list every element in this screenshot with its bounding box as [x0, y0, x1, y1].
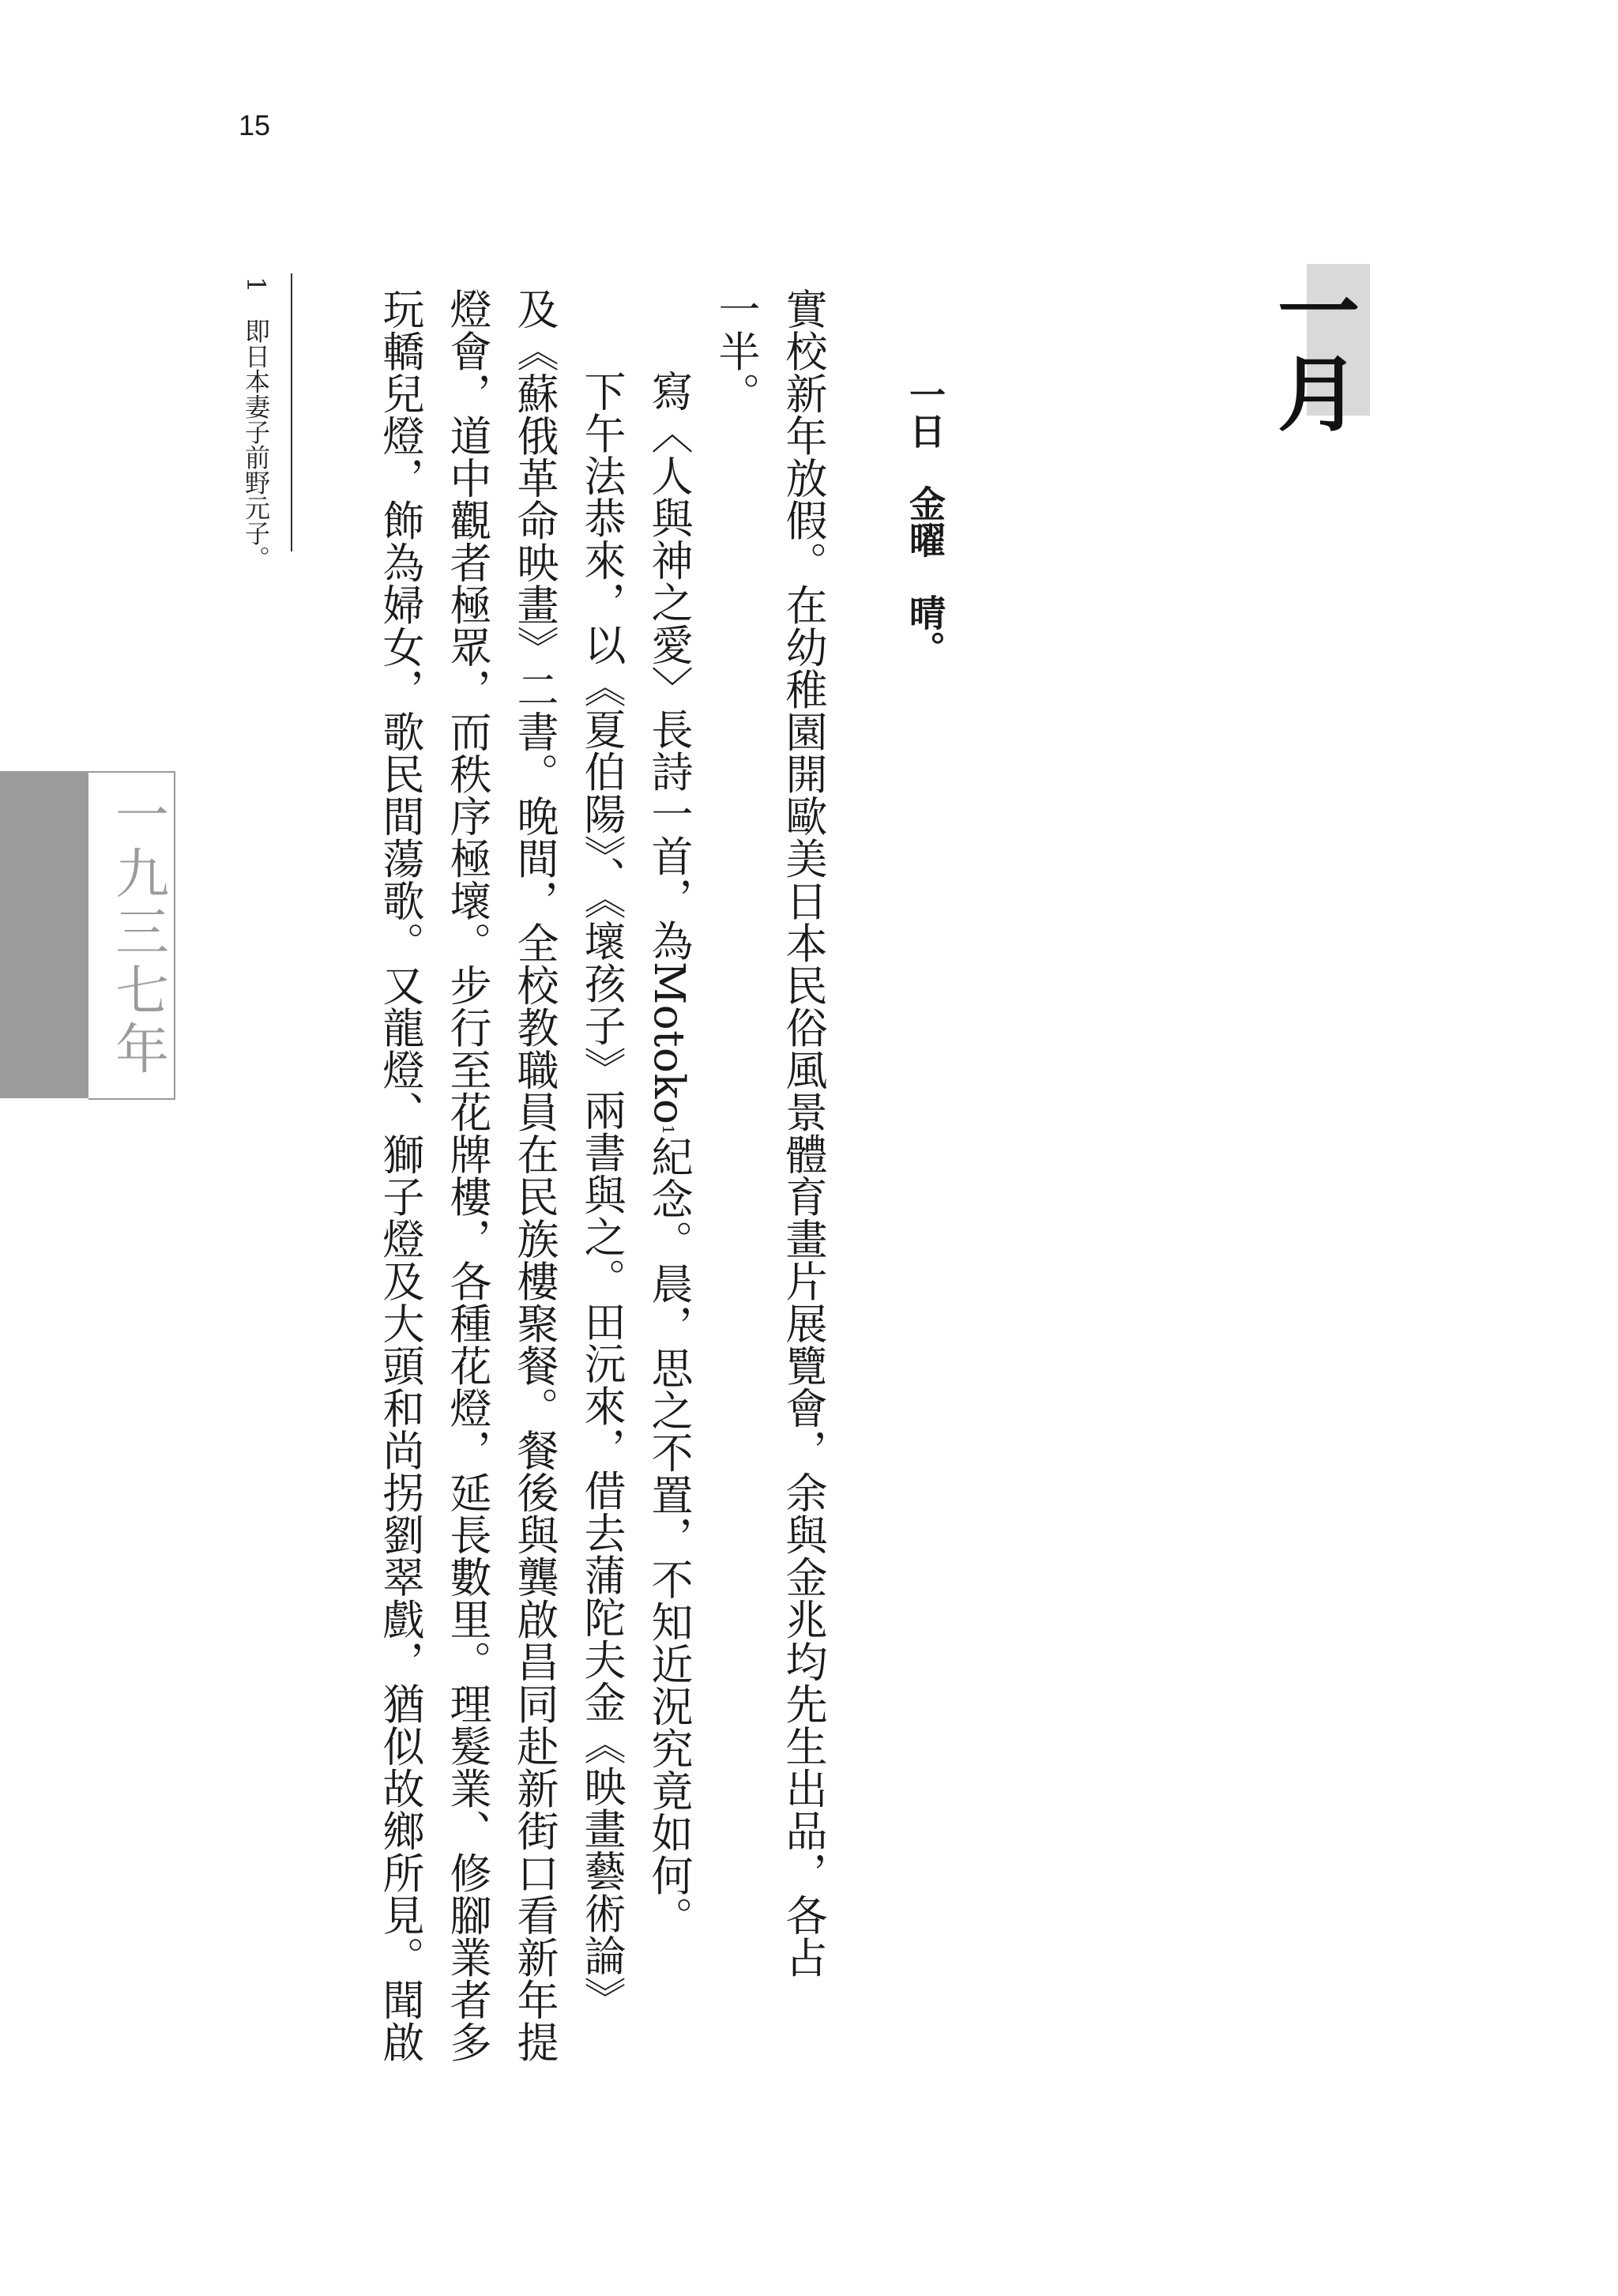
body-column-6: 燈會，道中觀者極眾，而秩序極壞。步行至花牌樓，各種花燈，延長數里。理髮業、修腳業者多	[443, 288, 491, 2063]
footnote-rule	[291, 273, 292, 551]
footnote	[243, 277, 269, 570]
entry-date-heading: 一日 金曜 晴。	[904, 376, 946, 667]
year-tab-label: 一九三七年	[106, 787, 169, 1079]
body-column-3	[645, 370, 693, 1939]
body-column-4: 下午法恭來，以《夏伯陽》、《壞孩子》兩書與之。田沅來，借去蒲陀夫金《映畫藝術論》	[578, 370, 626, 2019]
footnote-marker: 1	[659, 1124, 678, 1135]
month-title: 一月	[1263, 269, 1360, 433]
year-tab	[0, 771, 175, 1098]
body-column-2: 一半。	[712, 288, 760, 415]
body-column-3-continued: 紀念。晨，思之不置，不知近況究竟如何。	[645, 1135, 693, 1939]
body-column-1: 實校新年放假。在幼稚園開歐美日本民俗風景體育畫片展覽會，余與金兆均先生出品，各占	[779, 288, 827, 1978]
footnote-number: 1	[241, 277, 271, 293]
page-number: 15	[239, 109, 271, 141]
year-tab-shade	[0, 771, 88, 1098]
body-column-5: 及《蘇俄革命映畫》二書。晚間，全校教職員在民族樓聚餐。餐後與龔啟昌同赴新街口看新年提	[510, 288, 559, 2063]
body-column-3-text: 寫〈人與神之愛〉長詩一首，為Motoko	[645, 370, 693, 1125]
footnote-text: 即日本妻子前野元子。	[241, 318, 271, 571]
body-column-7: 玩轎兒燈，飾為婦女，歌民間蕩歌。又龍燈、獅子燈及大頭和尚拐劉翠戲，猶似故鄉所見。聞啟	[376, 288, 424, 2063]
